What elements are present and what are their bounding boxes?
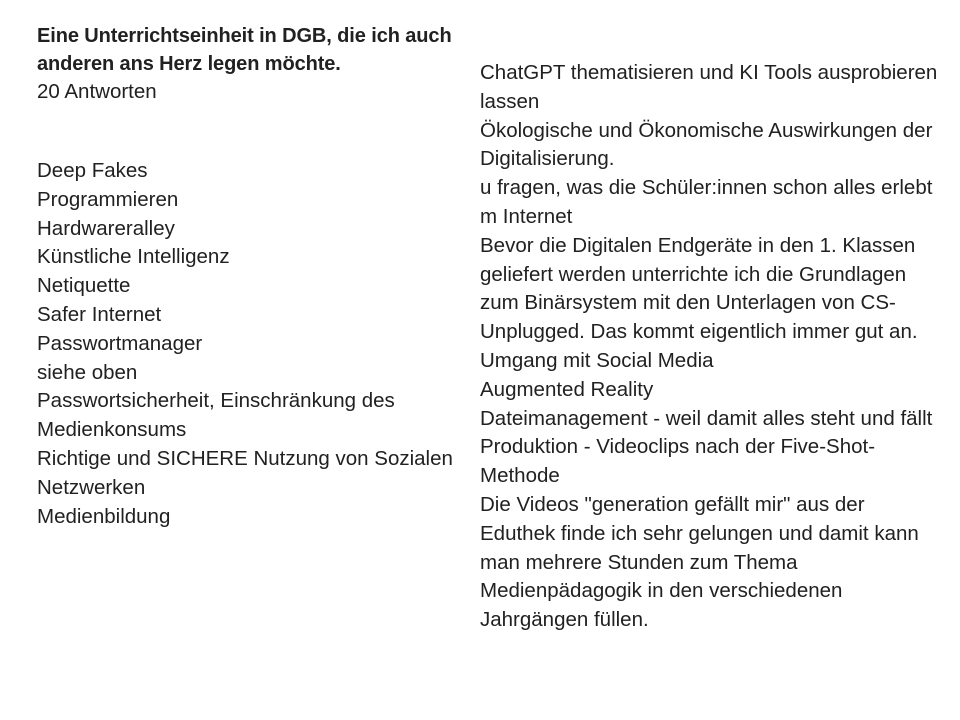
answer-item: Netiquette [37,274,131,298]
question-title: Eine Unterrichtseinheit in DGB, die ich auch anderen ans Herz legen möchte. [37,25,452,75]
answer-item: Künstliche Intelligenz [37,245,230,269]
answer-item: siehe oben [37,360,138,384]
answer-item: Bevor die Digitalen Endgeräte in den 1. Klassen geliefert werden unterrichte ich die Grundlagen zum Binärsystem mit den Unterlagen von CS-Unplugged. Das kommt eigentlich immer gut an. [480,233,918,344]
answer-item: u fragen, was die Schüler:innen schon alles erlebt m Internet [480,176,933,228]
answer-item: Dateimanagement - weil damit alles steht und fällt [480,406,933,430]
answer-item: Deep Fakes [37,159,148,182]
answer-item: Medienbildung [37,504,171,528]
answer-item: Die Videos "generation gefällt mir" aus der Eduthek finde ich sehr gelungen und damit kann man mehrere Stunden zum Thema Medienpädagogik in den verschiedenen Jahrgängen füllen. [480,492,919,632]
answer-item: Ökologische und Ökonomische Auswirkungen der Digitalisierung. [480,118,933,171]
answer-list-right [480,59,945,635]
answer-item: Passwortsicherheit, Einschränkung des Medienkonsums [37,389,395,442]
answer-item: Passwortmanager [37,331,203,355]
answer-item: Produktion - Videoclips nach der Five-Shot-Methode [480,435,876,488]
left-column [37,22,462,531]
answer-item: Umgang mit Social Media [480,348,714,372]
answer-item: Safer Internet [37,302,162,326]
answer-item: ChatGPT thematisieren und KI Tools ausprobieren lassen [480,61,938,113]
answer-item: Hardwareralley [37,216,175,240]
answer-item: Richtige und SICHERE Nutzung von Sozialen Netzwerken [37,446,453,499]
response-count: 20 Antworten [37,80,157,103]
answer-item: Programmieren [37,187,179,211]
answer-list-left [37,157,462,531]
answer-item: Augmented Reality [480,377,654,401]
right-column [480,59,945,635]
